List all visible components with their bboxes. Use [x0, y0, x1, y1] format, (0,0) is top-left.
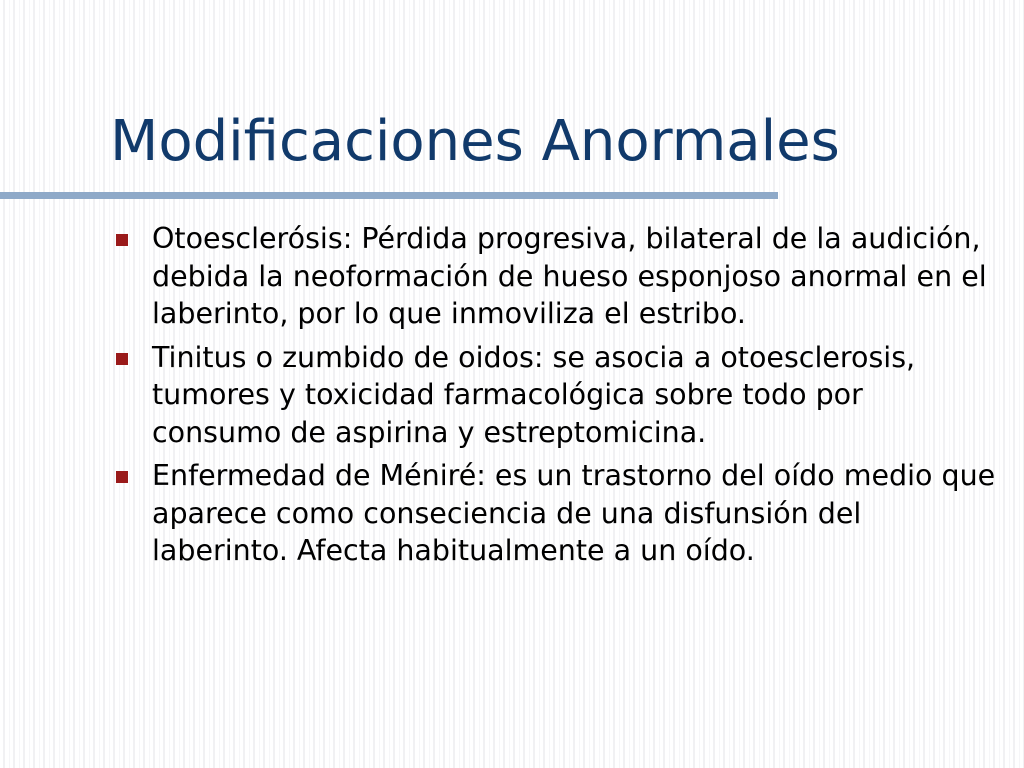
square-bullet-icon — [116, 353, 128, 365]
title-underline-rule — [0, 192, 778, 199]
bullet-text: Tinitus o zumbido de oidos: se asocia a otoesclerosis, tumores y toxicidad farmacológica sobre todo por consumo de aspirina y estreptomicina. — [152, 340, 916, 449]
bullet-item-meniere — [112, 457, 997, 570]
bullet-list — [112, 220, 997, 576]
slide-title: Modificaciones Anormales — [110, 109, 840, 174]
square-bullet-icon — [116, 234, 128, 246]
bullet-item-otoesclerosis — [112, 220, 997, 333]
bullet-item-tinitus — [112, 339, 997, 452]
bullet-text: Enfermedad de Méniré: es un trastorno del oído medio que aparece como conseciencia de una disfunsión del laberinto. Afecta habitualmente a un oído. — [152, 459, 996, 567]
bullet-text: Otoesclerósis: Pérdida progresiva, bilateral de la audición, debida la neoformación de hueso esponjoso anormal en el laberinto, por lo que inmoviliza el estribo. — [152, 222, 987, 330]
square-bullet-icon — [116, 471, 128, 483]
